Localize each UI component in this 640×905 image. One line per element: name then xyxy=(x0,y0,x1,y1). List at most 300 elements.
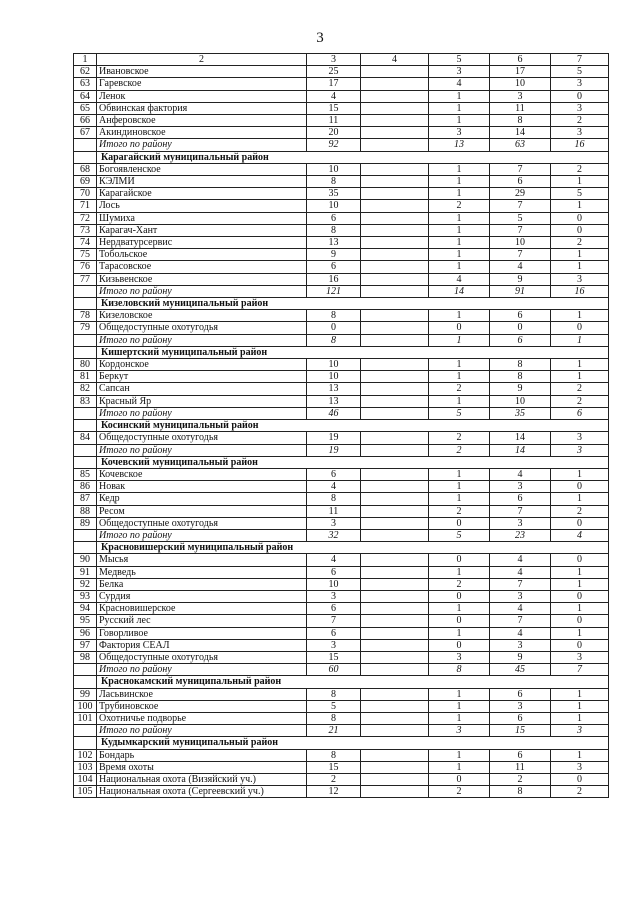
district-total-row xyxy=(74,407,609,419)
value-cell-6: 14 xyxy=(490,432,551,444)
table-row xyxy=(74,468,609,480)
name-cell: КЭЛМИ xyxy=(97,176,307,188)
table-row xyxy=(74,66,609,78)
name-cell: Анферовское xyxy=(97,115,307,127)
name-cell: Итого по району xyxy=(97,529,307,541)
value-cell-5: 3 xyxy=(429,127,490,139)
row-number-cell: 85 xyxy=(74,468,97,480)
value-cell-4 xyxy=(361,505,429,517)
row-number-cell: 75 xyxy=(74,249,97,261)
value-cell-6: 29 xyxy=(490,188,551,200)
value-cell-3: 8 xyxy=(307,310,361,322)
value-cell-5: 2 xyxy=(429,432,490,444)
name-cell: Кедр xyxy=(97,493,307,505)
row-number-cell: 88 xyxy=(74,505,97,517)
row-number-cell: 68 xyxy=(74,163,97,175)
row-number-cell: 103 xyxy=(74,761,97,773)
value-cell-4 xyxy=(361,310,429,322)
value-cell-5: 1 xyxy=(429,481,490,493)
value-cell-7: 0 xyxy=(551,481,609,493)
value-cell-7: 0 xyxy=(551,639,609,651)
value-cell-6: 6 xyxy=(490,310,551,322)
name-cell: Ленок xyxy=(97,90,307,102)
table-row xyxy=(74,615,609,627)
name-cell: Медведь xyxy=(97,566,307,578)
value-cell-6: 6 xyxy=(490,712,551,724)
value-cell-3: 10 xyxy=(307,359,361,371)
value-cell-5: 8 xyxy=(429,664,490,676)
name-cell: Акиндиновское xyxy=(97,127,307,139)
value-cell-5: 2 xyxy=(429,444,490,456)
value-cell-5: 1 xyxy=(429,566,490,578)
value-cell-5: 1 xyxy=(429,334,490,346)
value-cell-3: 0 xyxy=(307,322,361,334)
value-cell-5: 3 xyxy=(429,725,490,737)
table-row xyxy=(74,359,609,371)
value-cell-4 xyxy=(361,468,429,480)
value-cell-3: 8 xyxy=(307,688,361,700)
value-cell-4 xyxy=(361,590,429,602)
table-row xyxy=(74,505,609,517)
value-cell-4 xyxy=(361,749,429,761)
table-row xyxy=(74,322,609,334)
name-cell: Богоявленское xyxy=(97,163,307,175)
value-cell-7: 2 xyxy=(551,383,609,395)
value-cell-5: 0 xyxy=(429,322,490,334)
name-cell: Итого по району xyxy=(97,334,307,346)
header-cell: 1 xyxy=(74,54,97,66)
row-number-cell: 78 xyxy=(74,310,97,322)
value-cell-3: 15 xyxy=(307,651,361,663)
value-cell-3: 10 xyxy=(307,200,361,212)
value-cell-4 xyxy=(361,78,429,90)
name-cell: Карагач-Хант xyxy=(97,224,307,236)
name-cell: Общедоступные охотугодья xyxy=(97,517,307,529)
value-cell-3: 5 xyxy=(307,700,361,712)
table-row xyxy=(74,786,609,798)
value-cell-6: 7 xyxy=(490,163,551,175)
value-cell-4 xyxy=(361,407,429,419)
row-number-cell: 83 xyxy=(74,395,97,407)
row-number-cell: 100 xyxy=(74,700,97,712)
name-cell: Беркут xyxy=(97,371,307,383)
row-number-cell xyxy=(74,444,97,456)
name-cell: Трубиновское xyxy=(97,700,307,712)
name-cell: Белка xyxy=(97,578,307,590)
value-cell-6: 45 xyxy=(490,664,551,676)
name-cell: Итого по району xyxy=(97,444,307,456)
value-cell-6: 8 xyxy=(490,115,551,127)
value-cell-4 xyxy=(361,224,429,236)
value-cell-7: 3 xyxy=(551,273,609,285)
value-cell-5: 2 xyxy=(429,786,490,798)
value-cell-6: 3 xyxy=(490,590,551,602)
value-cell-7: 5 xyxy=(551,188,609,200)
value-cell-6: 11 xyxy=(490,761,551,773)
header-cell: 6 xyxy=(490,54,551,66)
table-row xyxy=(74,517,609,529)
value-cell-6: 6 xyxy=(490,688,551,700)
value-cell-4 xyxy=(361,115,429,127)
value-cell-3: 6 xyxy=(307,212,361,224)
name-cell: Национальная охота (Сергеевский уч.) xyxy=(97,786,307,798)
value-cell-6: 7 xyxy=(490,224,551,236)
row-number-cell: 87 xyxy=(74,493,97,505)
value-cell-3: 3 xyxy=(307,639,361,651)
value-cell-5: 4 xyxy=(429,78,490,90)
value-cell-3: 8 xyxy=(307,334,361,346)
table-row xyxy=(74,651,609,663)
value-cell-3: 13 xyxy=(307,383,361,395)
name-cell: Кизеловское xyxy=(97,310,307,322)
value-cell-3: 8 xyxy=(307,176,361,188)
name-cell: Общедоступные охотугодья xyxy=(97,651,307,663)
value-cell-4 xyxy=(361,651,429,663)
value-cell-7: 3 xyxy=(551,432,609,444)
value-cell-7: 3 xyxy=(551,725,609,737)
value-cell-4 xyxy=(361,359,429,371)
value-cell-5: 3 xyxy=(429,66,490,78)
row-number-cell: 73 xyxy=(74,224,97,236)
value-cell-6: 4 xyxy=(490,261,551,273)
district-total-row xyxy=(74,529,609,541)
value-cell-3: 3 xyxy=(307,590,361,602)
row-number-cell: 82 xyxy=(74,383,97,395)
value-cell-7: 1 xyxy=(551,334,609,346)
value-cell-7: 1 xyxy=(551,603,609,615)
row-number-cell: 74 xyxy=(74,237,97,249)
district-name: Кишертский муниципальный район xyxy=(97,346,609,358)
name-cell: Мысья xyxy=(97,554,307,566)
value-cell-6: 4 xyxy=(490,566,551,578)
value-cell-3: 12 xyxy=(307,786,361,798)
district-header-row xyxy=(74,542,609,554)
value-cell-6: 14 xyxy=(490,127,551,139)
row-number-cell: 76 xyxy=(74,261,97,273)
row-number-cell xyxy=(74,737,97,749)
value-cell-7: 1 xyxy=(551,493,609,505)
value-cell-3: 13 xyxy=(307,395,361,407)
value-cell-5: 13 xyxy=(429,139,490,151)
value-cell-7: 0 xyxy=(551,590,609,602)
value-cell-6: 5 xyxy=(490,212,551,224)
row-number-cell: 97 xyxy=(74,639,97,651)
value-cell-3: 6 xyxy=(307,468,361,480)
value-cell-6: 4 xyxy=(490,468,551,480)
district-name: Кудымкарский муниципальный район xyxy=(97,737,609,749)
row-number-cell: 72 xyxy=(74,212,97,224)
district-header-row xyxy=(74,298,609,310)
row-number-cell: 66 xyxy=(74,115,97,127)
value-cell-3: 19 xyxy=(307,432,361,444)
row-number-cell xyxy=(74,139,97,151)
name-cell: Охотничье подворье xyxy=(97,712,307,724)
row-number-cell xyxy=(74,298,97,310)
value-cell-3: 9 xyxy=(307,249,361,261)
value-cell-3: 6 xyxy=(307,603,361,615)
table-row xyxy=(74,603,609,615)
value-cell-6: 9 xyxy=(490,651,551,663)
table-row xyxy=(74,176,609,188)
value-cell-7: 0 xyxy=(551,773,609,785)
name-cell: Кочевское xyxy=(97,468,307,480)
value-cell-6: 7 xyxy=(490,505,551,517)
value-cell-7: 0 xyxy=(551,224,609,236)
value-cell-4 xyxy=(361,688,429,700)
row-number-cell xyxy=(74,334,97,346)
name-cell: Шумиха xyxy=(97,212,307,224)
name-cell: Кизьвенское xyxy=(97,273,307,285)
value-cell-4 xyxy=(361,603,429,615)
value-cell-7: 1 xyxy=(551,688,609,700)
value-cell-3: 11 xyxy=(307,505,361,517)
table-row xyxy=(74,493,609,505)
table-row xyxy=(74,115,609,127)
value-cell-7: 3 xyxy=(551,761,609,773)
district-name: Косинский муниципальный район xyxy=(97,420,609,432)
value-cell-6: 8 xyxy=(490,371,551,383)
value-cell-5: 1 xyxy=(429,188,490,200)
table-row xyxy=(74,90,609,102)
value-cell-4 xyxy=(361,237,429,249)
table-row xyxy=(74,395,609,407)
name-cell: Лось xyxy=(97,200,307,212)
value-cell-4 xyxy=(361,200,429,212)
name-cell: Общедоступные охотугодья xyxy=(97,432,307,444)
value-cell-6: 17 xyxy=(490,66,551,78)
value-cell-7: 3 xyxy=(551,127,609,139)
name-cell: Итого по району xyxy=(97,285,307,297)
value-cell-5: 2 xyxy=(429,383,490,395)
header-row xyxy=(74,54,609,66)
value-cell-7: 1 xyxy=(551,627,609,639)
value-cell-4 xyxy=(361,773,429,785)
value-cell-5: 3 xyxy=(429,651,490,663)
value-cell-3: 6 xyxy=(307,627,361,639)
table-row xyxy=(74,627,609,639)
value-cell-5: 1 xyxy=(429,310,490,322)
value-cell-3: 8 xyxy=(307,493,361,505)
table-row xyxy=(74,773,609,785)
name-cell: Время охоты xyxy=(97,761,307,773)
value-cell-3: 8 xyxy=(307,712,361,724)
value-cell-5: 1 xyxy=(429,700,490,712)
row-number-cell xyxy=(74,664,97,676)
name-cell: Сурдия xyxy=(97,590,307,602)
value-cell-3: 10 xyxy=(307,163,361,175)
row-number-cell: 93 xyxy=(74,590,97,602)
value-cell-3: 6 xyxy=(307,261,361,273)
value-cell-5: 14 xyxy=(429,285,490,297)
name-cell: Новак xyxy=(97,481,307,493)
value-cell-4 xyxy=(361,786,429,798)
value-cell-7: 6 xyxy=(551,407,609,419)
value-cell-6: 10 xyxy=(490,78,551,90)
value-cell-4 xyxy=(361,334,429,346)
row-number-cell xyxy=(74,346,97,358)
value-cell-3: 11 xyxy=(307,115,361,127)
table-row xyxy=(74,566,609,578)
row-number-cell: 94 xyxy=(74,603,97,615)
value-cell-7: 2 xyxy=(551,786,609,798)
value-cell-4 xyxy=(361,102,429,114)
value-cell-5: 5 xyxy=(429,529,490,541)
value-cell-3: 3 xyxy=(307,517,361,529)
name-cell: Итого по району xyxy=(97,139,307,151)
district-total-row xyxy=(74,444,609,456)
district-total-row xyxy=(74,285,609,297)
value-cell-3: 17 xyxy=(307,78,361,90)
value-cell-3: 16 xyxy=(307,273,361,285)
table-row xyxy=(74,639,609,651)
value-cell-4 xyxy=(361,664,429,676)
value-cell-4 xyxy=(361,566,429,578)
table-row xyxy=(74,102,609,114)
table-body xyxy=(74,54,609,798)
row-number-cell: 101 xyxy=(74,712,97,724)
value-cell-4 xyxy=(361,627,429,639)
value-cell-7: 1 xyxy=(551,200,609,212)
table-row xyxy=(74,481,609,493)
row-number-cell: 71 xyxy=(74,200,97,212)
value-cell-7: 1 xyxy=(551,359,609,371)
value-cell-3: 35 xyxy=(307,188,361,200)
value-cell-7: 1 xyxy=(551,310,609,322)
value-cell-7: 1 xyxy=(551,371,609,383)
row-number-cell: 102 xyxy=(74,749,97,761)
name-cell: Ивановское xyxy=(97,66,307,78)
row-number-cell xyxy=(74,285,97,297)
value-cell-5: 1 xyxy=(429,712,490,724)
value-cell-6: 3 xyxy=(490,517,551,529)
header-cell: 4 xyxy=(361,54,429,66)
value-cell-4 xyxy=(361,578,429,590)
value-cell-7: 1 xyxy=(551,700,609,712)
value-cell-5: 1 xyxy=(429,115,490,127)
value-cell-4 xyxy=(361,371,429,383)
value-cell-5: 1 xyxy=(429,468,490,480)
value-cell-5: 0 xyxy=(429,517,490,529)
value-cell-4 xyxy=(361,127,429,139)
value-cell-6: 10 xyxy=(490,395,551,407)
name-cell: Говорливое xyxy=(97,627,307,639)
value-cell-6: 4 xyxy=(490,627,551,639)
value-cell-6: 9 xyxy=(490,383,551,395)
value-cell-6: 35 xyxy=(490,407,551,419)
name-cell: Нердватурсервис xyxy=(97,237,307,249)
value-cell-6: 7 xyxy=(490,578,551,590)
value-cell-4 xyxy=(361,273,429,285)
table-row xyxy=(74,761,609,773)
value-cell-6: 6 xyxy=(490,749,551,761)
value-cell-5: 0 xyxy=(429,590,490,602)
value-cell-7: 2 xyxy=(551,163,609,175)
value-cell-4 xyxy=(361,493,429,505)
value-cell-3: 8 xyxy=(307,224,361,236)
table-row xyxy=(74,261,609,273)
row-number-cell: 99 xyxy=(74,688,97,700)
name-cell: Ласьвинское xyxy=(97,688,307,700)
value-cell-7: 0 xyxy=(551,517,609,529)
value-cell-5: 1 xyxy=(429,102,490,114)
value-cell-5: 1 xyxy=(429,163,490,175)
value-cell-5: 1 xyxy=(429,395,490,407)
table-row xyxy=(74,432,609,444)
value-cell-6: 11 xyxy=(490,102,551,114)
row-number-cell: 65 xyxy=(74,102,97,114)
value-cell-6: 23 xyxy=(490,529,551,541)
value-cell-4 xyxy=(361,432,429,444)
value-cell-7: 0 xyxy=(551,212,609,224)
header-cell: 2 xyxy=(97,54,307,66)
row-number-cell: 105 xyxy=(74,786,97,798)
name-cell: Итого по району xyxy=(97,407,307,419)
value-cell-7: 3 xyxy=(551,444,609,456)
value-cell-3: 13 xyxy=(307,237,361,249)
header-cell: 7 xyxy=(551,54,609,66)
value-cell-4 xyxy=(361,90,429,102)
value-cell-6: 4 xyxy=(490,603,551,615)
value-cell-4 xyxy=(361,761,429,773)
table-row xyxy=(74,700,609,712)
value-cell-5: 2 xyxy=(429,505,490,517)
table-row xyxy=(74,688,609,700)
value-cell-4 xyxy=(361,383,429,395)
row-number-cell xyxy=(74,542,97,554)
district-name: Кочевский муниципальный район xyxy=(97,456,609,468)
value-cell-4 xyxy=(361,249,429,261)
table-row xyxy=(74,200,609,212)
value-cell-3: 7 xyxy=(307,615,361,627)
row-number-cell: 104 xyxy=(74,773,97,785)
row-number-cell xyxy=(74,420,97,432)
value-cell-5: 1 xyxy=(429,371,490,383)
table-row xyxy=(74,590,609,602)
value-cell-4 xyxy=(361,66,429,78)
table-row xyxy=(74,237,609,249)
row-number-cell: 70 xyxy=(74,188,97,200)
row-number-cell: 90 xyxy=(74,554,97,566)
value-cell-6: 8 xyxy=(490,786,551,798)
name-cell: Бондарь xyxy=(97,749,307,761)
value-cell-7: 0 xyxy=(551,90,609,102)
value-cell-3: 20 xyxy=(307,127,361,139)
name-cell: Кордонское xyxy=(97,359,307,371)
name-cell: Карагайское xyxy=(97,188,307,200)
value-cell-4 xyxy=(361,725,429,737)
district-total-row xyxy=(74,664,609,676)
value-cell-3: 46 xyxy=(307,407,361,419)
value-cell-6: 7 xyxy=(490,200,551,212)
value-cell-7: 3 xyxy=(551,651,609,663)
name-cell: Итого по району xyxy=(97,664,307,676)
value-cell-3: 25 xyxy=(307,66,361,78)
row-number-cell: 89 xyxy=(74,517,97,529)
name-cell: Красный Яр xyxy=(97,395,307,407)
name-cell: Тарасовское xyxy=(97,261,307,273)
row-number-cell: 81 xyxy=(74,371,97,383)
value-cell-7: 2 xyxy=(551,505,609,517)
value-cell-5: 0 xyxy=(429,773,490,785)
district-total-row xyxy=(74,139,609,151)
value-cell-7: 3 xyxy=(551,78,609,90)
value-cell-3: 10 xyxy=(307,578,361,590)
name-cell: Обвинская фактория xyxy=(97,102,307,114)
row-number-cell: 95 xyxy=(74,615,97,627)
district-header-row xyxy=(74,420,609,432)
value-cell-3: 121 xyxy=(307,285,361,297)
row-number-cell: 86 xyxy=(74,481,97,493)
